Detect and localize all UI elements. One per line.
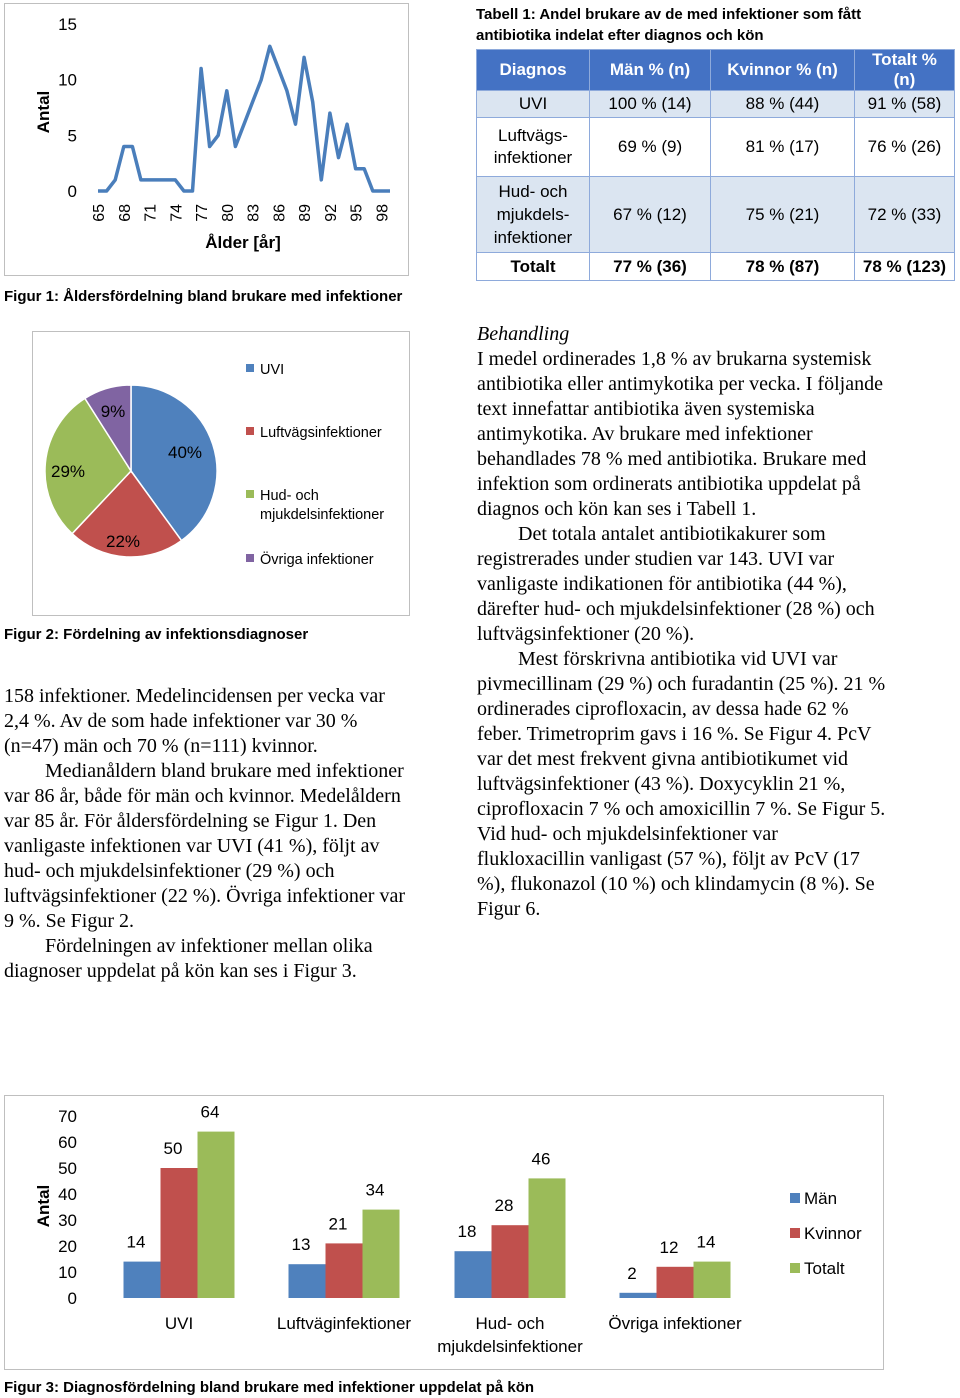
table1-header-kvinnor: Kvinnor % (n) xyxy=(711,50,855,91)
table1-caption-line1: Tabell 1: Andel brukare av de med infektioner som fått xyxy=(476,6,862,23)
legend-label: Övriga infektioner xyxy=(260,552,374,568)
x-tick-label: Övriga infektioner xyxy=(608,1314,742,1333)
legend-swatch xyxy=(790,1263,800,1273)
bar xyxy=(455,1251,492,1298)
bar xyxy=(289,1264,326,1298)
y-tick-label: 50 xyxy=(58,1159,77,1178)
bar-value-label: 64 xyxy=(200,1102,220,1122)
table-cell: Hud- och mjukdels- infektioner xyxy=(477,177,590,253)
fig1-line-chart xyxy=(5,4,407,274)
bar-value-label: 12 xyxy=(659,1237,679,1257)
right-paragraph-2: Det totala antalet antibiotikakurer som registrerades under studien var 143. UVI var vanligaste indikationen för antibiotika (44 %), därefter hud- och mjukdelsinfektioner (28 %) och luftvägsinfektioner (20 %). xyxy=(477,523,875,645)
y-tick-label: 0 xyxy=(67,182,77,201)
fig1-chart-frame xyxy=(4,3,409,276)
x-tick-label: 65 xyxy=(91,204,108,222)
y-axis-label: Antal xyxy=(34,1184,53,1228)
right-paragraph-3: Mest förskrivna antibiotika vid UVI var pivmecillinam (29 %) och furadantin (25 %). 21 % ordinerades ciprofloxacin, av dessa hade 62 % feber. Trimetroprim gavs i 16 %. Se Figur 4. PcV var det mest frekvent givna antibiotikumet vid luftvägsinfektioner (43 %). Doxycyklin 21 %, ciprofloxacin 7 % och amoxicillin 7 %. Se Figur 5. Vid hud- och mjukdelsinfektioner var flukloxacillin vanligast (57 %), följt av PcV (17 %), flukonazol (10 %) och klindamycin (8 %). Se Figur 6. xyxy=(477,648,886,920)
pie-value-label: 29% xyxy=(50,462,86,481)
x-tick-label: Hud- och xyxy=(475,1314,545,1333)
table-cell: 67 % (12) xyxy=(590,177,711,253)
bar-value-label: 34 xyxy=(365,1180,385,1200)
table-cell: 78 % (123) xyxy=(855,253,955,281)
table-cell: 77 % (36) xyxy=(590,253,711,281)
x-tick-label: 80 xyxy=(219,204,237,222)
legend-label: mjukdelsinfektioner xyxy=(260,507,385,523)
x-tick-label: mjukdelsinfektioner xyxy=(437,1337,583,1356)
table1-header-totalt: Totalt % (n) xyxy=(855,50,955,91)
table1-header-man: Män % (n) xyxy=(590,50,711,91)
table-cell: 88 % (44) xyxy=(711,91,855,118)
x-tick-label: Luftväginfektioner xyxy=(276,1314,412,1333)
bar xyxy=(657,1267,694,1298)
x-tick-label: 92 xyxy=(322,204,340,222)
table-cell: Luftvägs- infektioner xyxy=(477,118,590,177)
table-cell: 72 % (33) xyxy=(855,177,955,253)
y-tick-label: 20 xyxy=(58,1237,77,1256)
table-cell: UVI xyxy=(477,91,590,118)
fig1-caption: Figur 1: Åldersfördelning bland brukare med infektioner xyxy=(4,288,403,305)
legend-swatch xyxy=(246,554,254,562)
table1-header-row xyxy=(477,50,955,91)
x-tick-label: 77 xyxy=(194,204,212,222)
bar xyxy=(694,1262,731,1298)
legend-swatch xyxy=(246,364,254,372)
fig3-chart-frame xyxy=(4,1095,884,1370)
table1-header-diagnos: Diagnos xyxy=(477,50,590,91)
age-series-line xyxy=(98,46,390,191)
bar-value-label: 50 xyxy=(163,1139,183,1158)
table1 xyxy=(476,49,955,281)
table-cell: 78 % (87) xyxy=(711,253,855,281)
x-tick-label: 83 xyxy=(245,204,263,222)
x-tick-label: 68 xyxy=(116,204,134,222)
x-tick-label: 74 xyxy=(168,204,186,222)
legend-label: Kvinnor xyxy=(804,1224,862,1243)
bar xyxy=(492,1225,529,1298)
legend-swatch xyxy=(246,490,254,498)
table-cell: 81 % (17) xyxy=(711,118,855,177)
fig2-caption: Figur 2: Fördelning av infektionsdiagnoser xyxy=(4,626,309,643)
bar-value-label: 46 xyxy=(531,1149,551,1169)
y-tick-label: 0 xyxy=(67,1289,77,1308)
x-tick-label: 98 xyxy=(374,204,392,222)
table-row xyxy=(477,177,955,253)
y-tick-label: 15 xyxy=(58,15,77,34)
bar xyxy=(198,1132,235,1298)
legend-label: Luftvägsinfektioner xyxy=(260,425,382,441)
y-tick-label: 60 xyxy=(58,1133,77,1152)
bar-value-label: 21 xyxy=(328,1214,348,1234)
table-row xyxy=(477,253,955,281)
y-tick-label: 10 xyxy=(58,70,77,90)
x-tick-label: 95 xyxy=(348,204,366,222)
fig3-bar-chart xyxy=(5,1096,882,1368)
left-text-column xyxy=(4,684,414,984)
bar-value-label: 2 xyxy=(627,1263,637,1283)
table-cell: 75 % (21) xyxy=(711,177,855,253)
table-row xyxy=(477,91,955,118)
left-paragraph-3: Fördelningen av infektioner mellan olika diagnoser uppdelat på kön kan ses i Figur 3. xyxy=(4,935,373,982)
bar-value-label: 13 xyxy=(291,1235,311,1255)
legend-swatch xyxy=(790,1193,800,1203)
bar xyxy=(326,1243,363,1298)
bar xyxy=(363,1210,400,1298)
table-cell: Totalt xyxy=(477,253,590,281)
x-tick-label: UVI xyxy=(164,1314,194,1333)
right-text-column xyxy=(477,322,889,922)
y-tick-label: 30 xyxy=(58,1211,77,1230)
legend-label: Hud- och xyxy=(260,488,319,504)
left-paragraph-2: Medianåldern bland brukare med infektioner var 86 år, både för män och kvinnor. Medelåldern var 85 år. För åldersfördelning se Figur 1. Den vanligaste infektionen var UVI (41 %), följt av hud- och mjukdelsinfektioner (29 %) och luftvägsinfektioner (22 %). Övriga infektioner var 9 %. Se Figur 2. xyxy=(4,760,405,932)
y-axis-label: Antal xyxy=(34,90,53,134)
left-paragraph-1: 158 infektioner. Medelincidensen per vecka var 2,4 %. Av de som hade infektioner var 30 % (n=47) män och 70 % (n=111) kvinnor. xyxy=(4,685,385,757)
x-tick-label: 86 xyxy=(271,204,289,222)
table-cell: 91 % (58) xyxy=(855,91,955,118)
legend-label: Män xyxy=(804,1189,838,1208)
table-row xyxy=(477,118,955,177)
x-axis-label: Ålder [år] xyxy=(205,233,281,252)
table-cell: 69 % (9) xyxy=(590,118,711,177)
table1-caption-line2: antibiotika indelat efter diagnos och kön xyxy=(476,27,764,44)
section-heading-behandling: Behandling xyxy=(477,323,570,345)
legend-swatch xyxy=(246,427,254,435)
y-tick-label: 40 xyxy=(58,1185,77,1204)
y-tick-label: 70 xyxy=(58,1107,77,1126)
fig2-chart-frame xyxy=(32,331,410,616)
bar xyxy=(529,1178,566,1298)
bar-value-label: 28 xyxy=(494,1196,514,1216)
bar xyxy=(161,1168,198,1298)
table-cell: 76 % (26) xyxy=(855,118,955,177)
table-cell: 100 % (14) xyxy=(590,91,711,118)
y-tick-label: 10 xyxy=(58,1263,77,1282)
bar-value-label: 18 xyxy=(457,1222,477,1242)
x-tick-label: 89 xyxy=(297,204,315,222)
fig2-pie-chart xyxy=(33,332,408,614)
bar xyxy=(620,1293,657,1298)
bar-value-label: 14 xyxy=(126,1232,146,1252)
legend-label: Totalt xyxy=(804,1259,845,1278)
fig3-caption: Figur 3: Diagnosfördelning bland brukare med infektioner uppdelat på kön xyxy=(4,1379,535,1396)
pie-value-label: 9% xyxy=(100,402,126,421)
legend-swatch xyxy=(790,1228,800,1238)
right-paragraph-1: I medel ordinerades 1,8 % av brukarna systemisk antibiotika eller antimykotika per vecka. I följande text innefattar antibiotika även systemiska antimykotika. Av brukare med infektioner behandlades 78 % med antibiotika. Brukare med infektion som ordinerats antibiotika uppdelat på diagnos och kön kan ses i Tabell 1. xyxy=(477,348,883,520)
bar-value-label: 14 xyxy=(696,1232,716,1252)
pie-value-label: 40% xyxy=(167,443,203,462)
x-tick-label: 71 xyxy=(142,204,160,222)
y-tick-label: 5 xyxy=(67,126,77,146)
legend-label: UVI xyxy=(260,362,285,378)
pie-value-label: 22% xyxy=(105,532,141,551)
bar xyxy=(124,1262,161,1298)
